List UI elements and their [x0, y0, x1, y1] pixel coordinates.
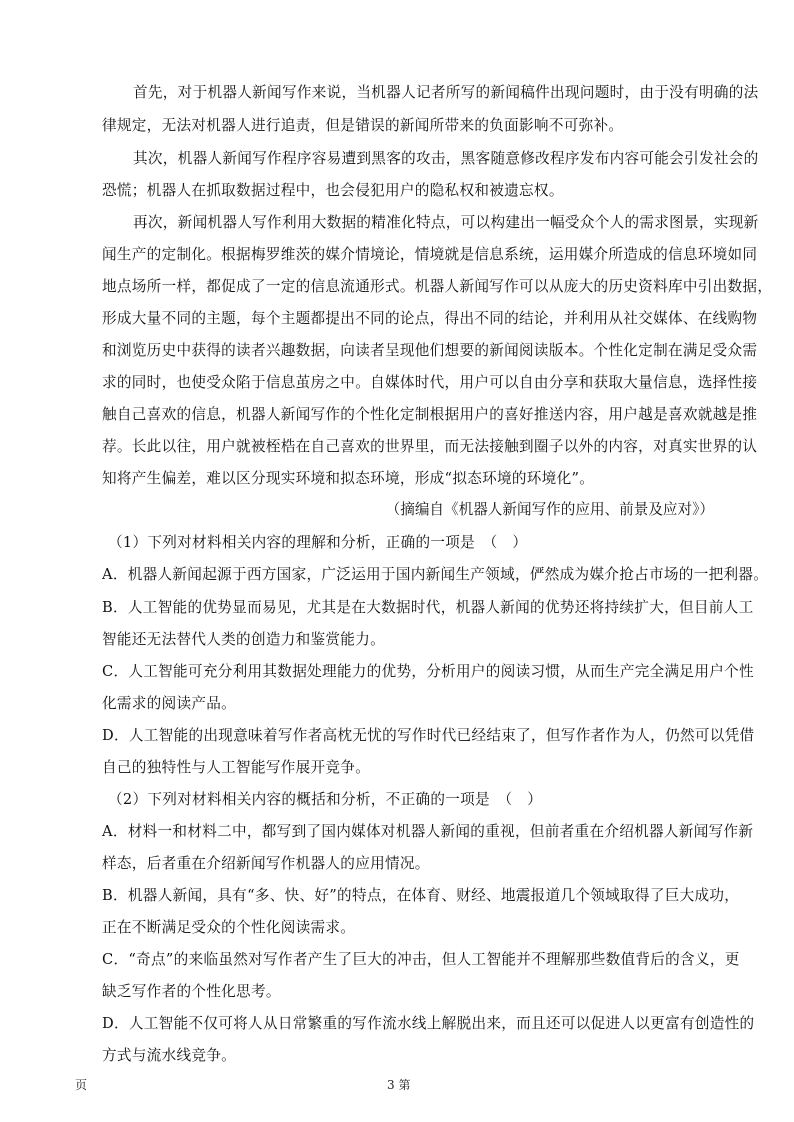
- q1-option-b-cont: 智能还无法替代人类的创造力和鉴赏能力。: [102, 631, 385, 648]
- passage-line: 恐慌；机器人在抓取数据过程中，也会侵犯用户的隐私权和被遗忘权。: [102, 182, 564, 199]
- q2-option-a-cont: 样态，后者重在介绍新闻写作机器人的应用情况。: [102, 855, 430, 872]
- q2-option-d-cont: 方式与流水线竞争。: [102, 1047, 237, 1064]
- question-2-stem: （2）下列对材料相关内容的概括和分析，不正确的一项是 （ ）: [108, 791, 543, 808]
- q1-option-d: D．人工智能的出现意味着写作者高枕无忧的写作时代已经结束了，但写作者作为人，仍然可以凭借: [102, 727, 755, 744]
- passage-line: 求的同时，也使受众陷于信息茧房之中。自媒体时代，用户可以自由分享和获取大量信息，选择性接: [102, 374, 758, 391]
- q1-option-c: C．人工智能可充分利用其数据处理能力的优势，分析用户的阅读习惯，从而生产完全满足用户个性: [102, 663, 754, 680]
- q1-option-c-cont: 化需求的阅读产品。: [102, 695, 237, 712]
- passage-line: 闻生产的定制化。根据梅罗维茨的媒介情境论，情境就是信息系统，运用媒介所造成的信息环境如同: [102, 246, 758, 263]
- passage-line: 首先，对于机器人新闻写作来说，当机器人记者所写的新闻稿件出现问题时，由于没有明确的法: [133, 84, 759, 101]
- passage-line: 荐。长此以往，用户就被桎梏在自己喜欢的世界里，而无法接触到圈子以外的内容，对真实世界的认: [102, 438, 758, 455]
- q1-option-a: A．机器人新闻起源于西方国家，广泛运用于国内新闻生产领域，俨然成为媒介抢占市场的一把利器。: [102, 566, 769, 583]
- question-1-stem: （1）下列对材料相关内容的理解和分析，正确的一项是 （ ）: [108, 534, 528, 551]
- passage-line: 形成大量不同的主题，每个主题都提出不同的论点，得出不同的结论，并利用从社交媒体、在线购物: [102, 310, 758, 327]
- q1-option-b: B．人工智能的优势显而易见，尤其是在大数据时代，机器人新闻的优势还将持续扩大，但目前人工: [102, 599, 754, 616]
- passage-line: 知将产生偏差，难以区分现实环境和拟态环境，形成“拟态环境的环境化”。: [102, 470, 595, 487]
- passage-line: 律规定，无法对机器人进行追责，但是错误的新闻所带来的负面影响不可弥补。: [102, 117, 624, 134]
- q2-option-c: C．“奇点”的来临虽然对写作者产生了巨大的冲击，但人工智能并不理解那些数值背后的含义，更: [102, 951, 740, 968]
- passage-line: 地点场所一样，都促成了一定的信息流通形式。机器人新闻写作可以从庞大的历史资料库中引出数据，: [102, 278, 773, 295]
- q1-option-d-cont: 自己的独特性与人工智能写作展开竞争。: [102, 759, 371, 776]
- q2-option-c-cont: 缺乏写作者的个性化思考。: [102, 983, 281, 1000]
- q2-option-b-cont: 正在不断满足受众的个性化阅读需求。: [102, 919, 356, 936]
- q2-option-d: D．人工智能不仅可将人从日常繁重的写作流水线上解脱出来，而且还可以促进人以更富有创造性的: [102, 1015, 755, 1032]
- q2-option-a: A．材料一和材料二中，都写到了国内媒体对机器人新闻的重视，但前者重在介绍机器人新闻写作新: [102, 823, 754, 840]
- passage-line: 其次，机器人新闻写作程序容易遭到黑客的攻击，黑客随意修改程序发布内容可能会引发社会的: [133, 150, 759, 167]
- passage-line: 和浏览历史中获得的读者兴趣数据，向读者呈现他们想要的新闻阅读版本。个性化定制在满足受众需: [102, 342, 758, 359]
- source-citation: （摘编自《机器人新闻写作的应用、前景及应对》）: [385, 501, 714, 518]
- passage-line: 再次，新闻机器人写作利用大数据的精准化特点，可以构建出一幅受众个人的需求图景，实现新: [133, 214, 759, 231]
- passage-line: 触自己喜欢的信息，机器人新闻写作的个性化定制根据用户的喜好推送内容，用户越是喜欢就越是推: [102, 406, 758, 423]
- footer-page-label: 页: [75, 1078, 88, 1092]
- footer-page-number: 3 第: [387, 1078, 411, 1092]
- q2-option-b: B．机器人新闻，具有“多、快、好”的特点，在体育、财经、地震报道几个领域取得了巨大成功，: [102, 887, 740, 904]
